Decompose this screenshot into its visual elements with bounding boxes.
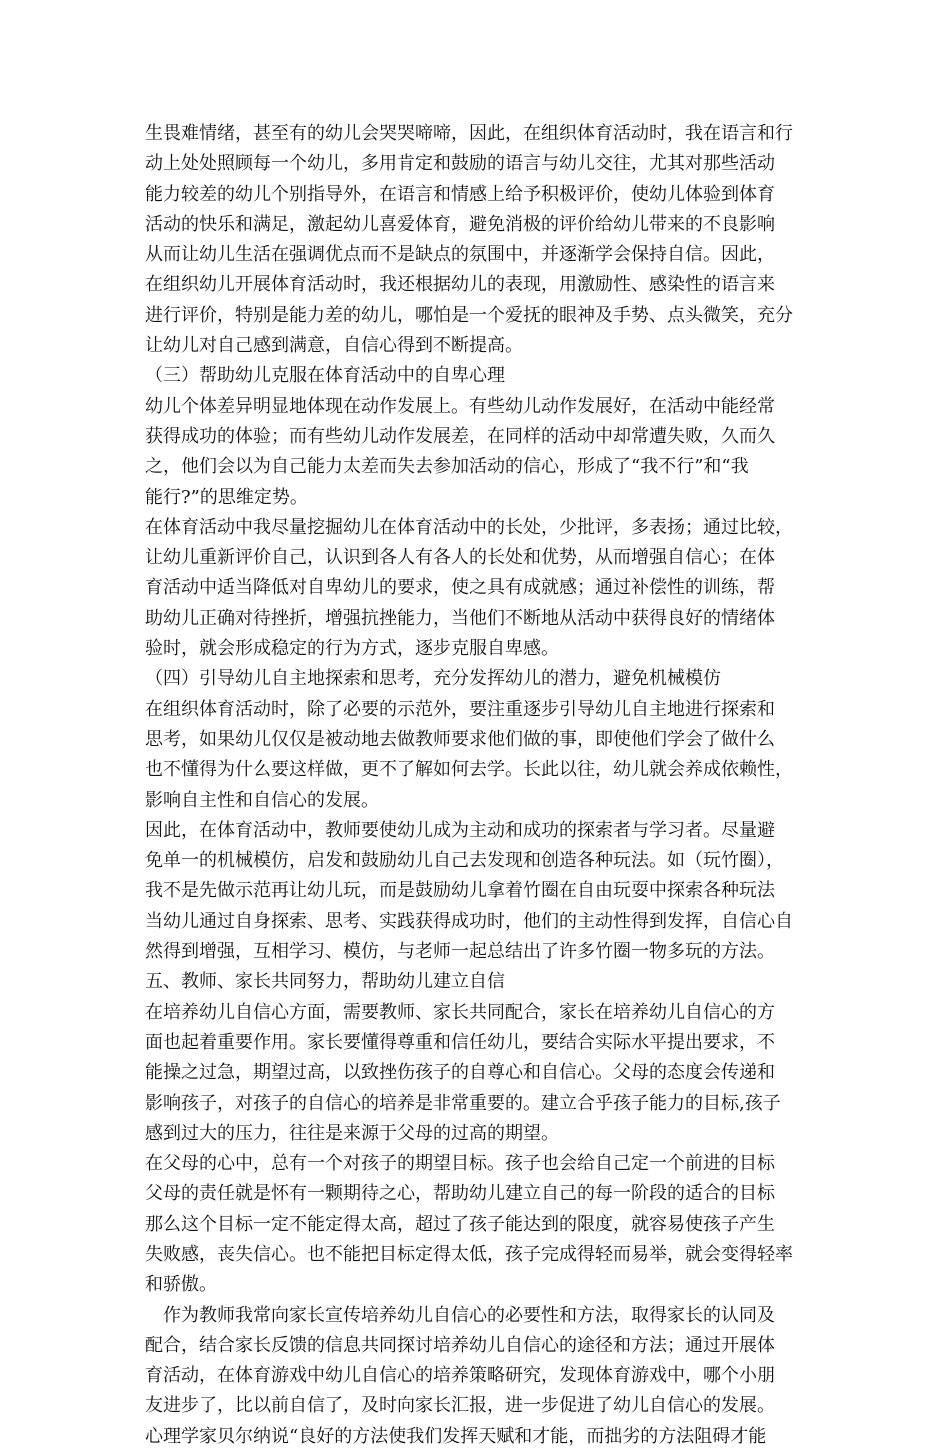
document-body — [145, 119, 810, 1452]
text-line: 免单一的机械模仿，启发和鼓励幼儿自己去发现和创造各种玩法。如（玩竹圈）， — [145, 850, 784, 872]
text-line: 助幼儿正确对待挫折，增强抗挫能力，当他们不断地从活动中获得良好的情绪体 — [145, 607, 775, 629]
text-line: 心理学家贝尔纳说“良好的方法使我们发挥天赋和才能，而拙劣的方法阻碍才能 — [145, 1425, 767, 1447]
text-line: 当幼儿通过自身探索、思考、实践获得成功时，他们的主动性得到发挥，自信心自 — [145, 910, 793, 932]
text-line: 育活动中适当降低对自卑幼儿的要求，使之具有成就感；通过补偿性的训练，帮 — [145, 577, 775, 599]
text-line: 我不是先做示范再让幼儿玩，而是鼓励幼儿拿着竹圈在自由玩耍中探索各种玩法 — [145, 880, 775, 902]
text-line: 思考，如果幼儿仅仅是被动地去做教师要求他们做的事，即使他们学会了做什么 — [145, 728, 775, 750]
text-line: 也不懂得为什么要这样做，更不了解如何去学。长此以往，幼儿就会养成依赖性， — [145, 759, 793, 781]
text-line: 让幼儿重新评价自己，认识到各人有各人的长处和优势，从而增强自信心；在体 — [145, 547, 775, 569]
text-line: 作为教师我常向家长宣传培养幼儿自信心的必要性和方法，取得家长的认同及 — [163, 1304, 775, 1326]
text-line: 从而让幼儿生活在强调优点而不是缺点的氛围中，并逐渐学会保持自信。因此， — [145, 244, 775, 266]
text-line: 活动的快乐和满足，激起幼儿喜爱体育，避免消极的评价给幼儿带来的不良影响 — [145, 213, 775, 235]
text-line: 影响孩子，对孩子的自信心的培养是非常重要的。建立合乎孩子能力的目标,孩子 — [145, 1092, 781, 1114]
text-line: 和骄傲。 — [145, 1274, 217, 1296]
section-heading: （四）引导幼儿自主地探索和思考，充分发挥幼儿的潜力，避免机械模仿 — [145, 668, 721, 690]
text-line: 那么这个目标一定不能定得太高，超过了孩子能达到的限度，就容易使孩子产生 — [145, 1213, 775, 1235]
text-line: 面也起着重要作用。家长要懂得尊重和信任幼儿，要结合实际水平提出要求，不 — [145, 1031, 775, 1053]
text-line: 配合，结合家长反馈的信息共同探讨培养幼儿自信心的途径和方法；通过开展体 — [145, 1334, 775, 1356]
text-line: 验时，就会形成稳定的行为方式，逐步克服自卑感。 — [145, 638, 559, 660]
text-line: 在体育活动中我尽量挖掘幼儿在体育活动中的长处，少批评，多表扬；通过比较， — [145, 516, 793, 538]
text-line: 之，他们会以为自己能力太差而失去参加活动的信心，形成了“我不行”和“我 — [145, 456, 749, 478]
text-line: 因此，在体育活动中，教师要使幼儿成为主动和成功的探索者与学习者。尽量避 — [145, 819, 775, 841]
text-line: 失败感，丧失信心。也不能把目标定得太低，孩子完成得轻而易举，就会变得轻率 — [145, 1243, 793, 1265]
text-line: 友进步了，比以前自信了，及时向家长汇报，进一步促进了幼儿自信心的发展。 — [145, 1395, 775, 1417]
text-line: 育活动，在体育游戏中幼儿自信心的培养策略研究，发现体育游戏中，哪个小朋 — [145, 1365, 775, 1387]
text-line: 生畏难情绪，甚至有的幼儿会哭哭啼啼，因此，在组织体育活动时，我在语言和行 — [145, 123, 793, 144]
text-line: 在培养幼儿自信心方面，需要教师、家长共同配合，家长在培养幼儿自信心的方 — [145, 1001, 775, 1023]
section-heading: （三）帮助幼儿克服在体育活动中的自卑心理 — [145, 365, 505, 387]
text-line: 幼儿个体差异明显地体现在动作发展上。有些幼儿动作发展好，在活动中能经常 — [145, 395, 775, 417]
text-line: 能操之过急，期望过高，以致挫伤孩子的自尊心和自信心。父母的态度会传递和 — [145, 1062, 775, 1084]
text-line: 然得到增强，互相学习、模仿，与老师一起总结出了许多竹圈一物多玩的方法。 — [145, 941, 775, 963]
text-line: 动上处处照顾每一个幼儿，多用肯定和鼓励的语言与幼儿交往，尤其对那些活动 — [145, 153, 775, 175]
text-line: 父母的责任就是怀有一颗期待之心，帮助幼儿建立自己的每一阶段的适合的目标 — [145, 1183, 775, 1205]
text-line: 让幼儿对自己感到满意，自信心得到不断提高。 — [145, 335, 523, 357]
text-line: 获得成功的体验；而有些幼儿动作发展差，在同样的活动中却常遭失败，久而久 — [145, 425, 775, 447]
text-line: 能行?”的思维定势。 — [145, 486, 308, 508]
text-line: 影响自主性和自信心的发展。 — [145, 789, 379, 811]
text-line: 感到过大的压力，往往是来源于父母的过高的期望。 — [145, 1122, 559, 1144]
text-line: 在父母的心中，总有一个对孩子的期望目标。孩子也会给自己定一个前进的目标 — [145, 1153, 775, 1175]
text-line: 进行评价，特别是能力差的幼儿，哪怕是一个爱抚的眼神及手势、点头微笑，充分 — [145, 304, 793, 326]
text-line: 能力较差的幼儿个别指导外，在语言和情感上给予积极评价，使幼儿体验到体育 — [145, 183, 775, 205]
text-line: 在组织体育活动时，除了必要的示范外，要注重逐步引导幼儿自主地进行探索和 — [145, 698, 775, 720]
section-heading: 五、教师、家长共同努力，帮助幼儿建立自信 — [145, 971, 505, 993]
text-line: 在组织幼儿开展体育活动时，我还根据幼儿的表现，用激励性、感染性的语言来 — [145, 274, 775, 296]
